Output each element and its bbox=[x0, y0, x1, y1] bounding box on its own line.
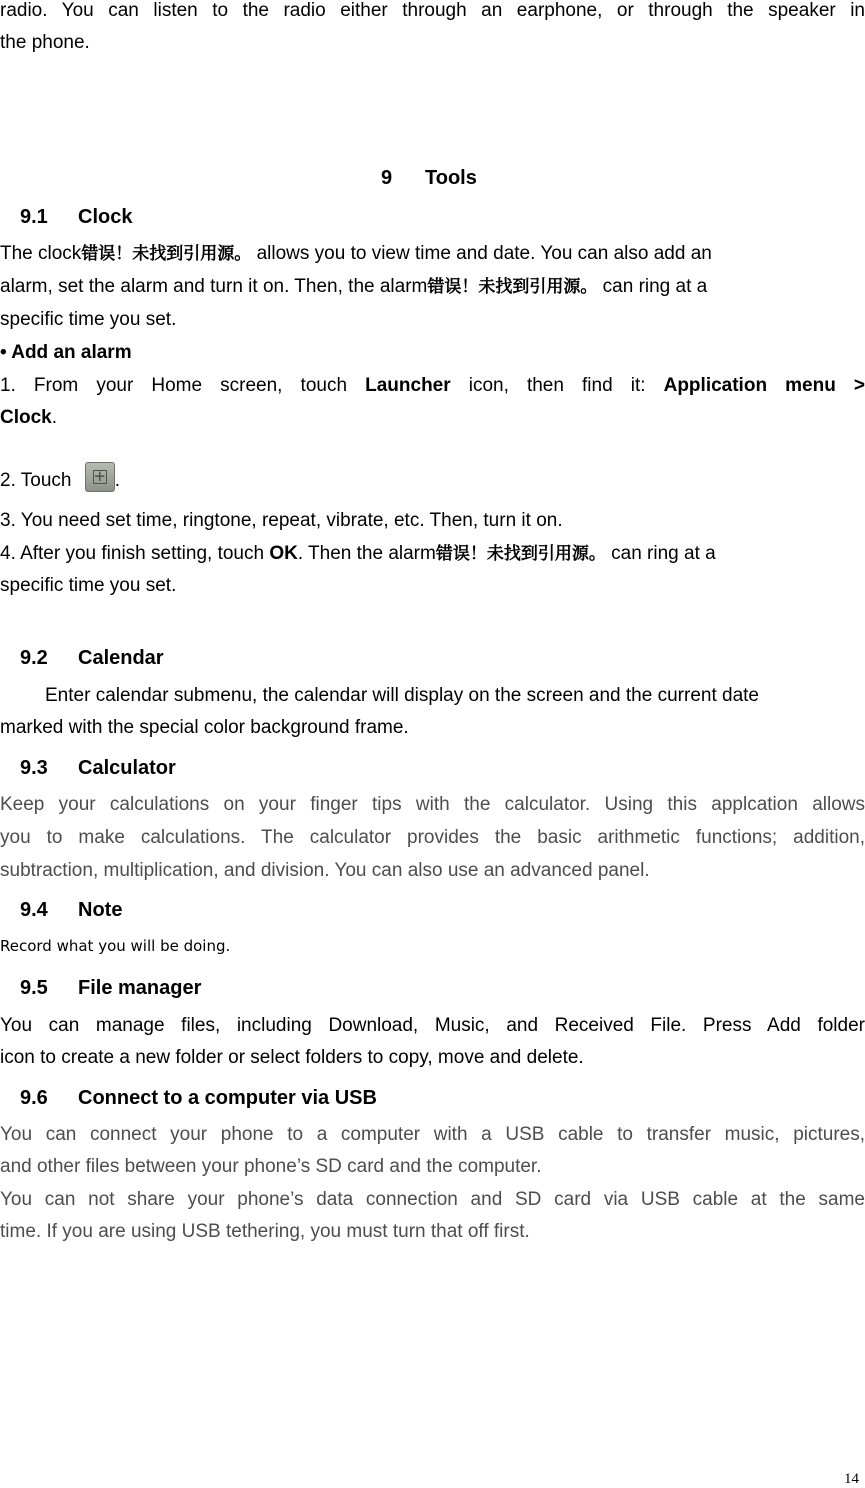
text: 4. After you finish setting, touch bbox=[0, 543, 270, 564]
clock-label: Clock bbox=[0, 407, 52, 428]
clock-paragraph-line-1 bbox=[0, 243, 712, 265]
text: alarm, set the alarm and turn it on. Then, the alarm bbox=[0, 276, 428, 297]
section-title: Connect to a computer via USB bbox=[78, 1087, 377, 1109]
calendar-line-1: Enter calendar submenu, the calendar will display on the screen and the current date bbox=[45, 685, 759, 706]
section-heading-usb bbox=[20, 1087, 377, 1109]
section-title: Note bbox=[78, 899, 123, 921]
section-heading-clock bbox=[20, 206, 132, 228]
error-reference: 错误！未找到引用源。 bbox=[81, 244, 252, 264]
usb-line-4: time. If you are using USB tethering, you must turn that off first. bbox=[0, 1221, 530, 1242]
usb-line-3: You can not share your phone’s data connection and SD card via USB cable at the same bbox=[0, 1189, 865, 1210]
usb-line-1: You can connect your phone to a computer with a USB cable to transfer music, pictures, bbox=[0, 1124, 865, 1145]
note-line-1: Record what you will be doing. bbox=[0, 937, 231, 955]
clock-paragraph-line-2 bbox=[0, 276, 707, 298]
section-number: 9.2 bbox=[20, 647, 48, 669]
text: . bbox=[51, 407, 58, 428]
section-number: 9.3 bbox=[20, 757, 48, 779]
step-4-line-1 bbox=[0, 543, 716, 565]
calculator-line-3: subtraction, multiplication, and division. You can also use an advanced panel. bbox=[0, 860, 650, 881]
step-4-line-2: specific time you set. bbox=[0, 575, 177, 596]
calendar-line-2: marked with the special color background frame. bbox=[0, 717, 409, 738]
intro-line-2: the phone. bbox=[0, 32, 90, 53]
usb-line-2: and other files between your phone’s SD card and the computer. bbox=[0, 1156, 542, 1177]
file-manager-line-2: icon to create a new folder or select folders to copy, move and delete. bbox=[0, 1047, 584, 1068]
add-alarm-heading: • Add an alarm bbox=[0, 342, 132, 363]
text: 2. Touch bbox=[0, 470, 77, 491]
page-number: 14 bbox=[844, 1471, 859, 1487]
section-heading-calculator bbox=[20, 757, 176, 779]
launcher-label: Launcher bbox=[365, 375, 451, 396]
text: 1. From your Home screen, touch bbox=[0, 375, 366, 396]
section-heading-calendar bbox=[20, 647, 164, 669]
file-manager-line-1: You can manage files, including Download, Music, and Received File. Press Add folder bbox=[0, 1015, 865, 1036]
chapter-heading bbox=[381, 167, 477, 189]
section-number: 9.1 bbox=[20, 206, 48, 228]
calculator-line-2: you to make calculations. The calculator provides the basic arithmetic functions; addition, bbox=[0, 827, 865, 848]
text: The clock bbox=[0, 243, 82, 264]
intro-line-1: radio. You can listen to the radio either through an earphone, or through the speaker in bbox=[0, 0, 865, 21]
text: allows you to view time and date. You can also add an bbox=[251, 243, 712, 264]
application-menu-label: Application menu > bbox=[663, 375, 865, 396]
section-number: 9.6 bbox=[20, 1087, 48, 1109]
chapter-number: 9 bbox=[381, 167, 393, 189]
section-title: Clock bbox=[78, 206, 133, 228]
section-title: Calculator bbox=[78, 757, 176, 779]
text: can ring at a bbox=[605, 543, 716, 564]
step-2 bbox=[0, 462, 120, 492]
step-3: 3. You need set time, ringtone, repeat, vibrate, etc. Then, turn it on. bbox=[0, 510, 563, 531]
text: . bbox=[114, 470, 121, 491]
text: icon, then find it: bbox=[450, 375, 664, 396]
text: . Then the alarm bbox=[297, 543, 436, 564]
error-reference: 错误！未找到引用源。 bbox=[427, 277, 598, 297]
text: can ring at a bbox=[597, 276, 708, 297]
step-1-line-2 bbox=[0, 407, 57, 429]
add-alarm-icon bbox=[85, 462, 115, 492]
section-heading-file-manager bbox=[20, 977, 201, 999]
chapter-title: Tools bbox=[425, 167, 477, 189]
section-number: 9.5 bbox=[20, 977, 48, 999]
error-reference: 错误！未找到引用源。 bbox=[435, 544, 606, 564]
step-1-line-1 bbox=[0, 375, 865, 397]
section-number: 9.4 bbox=[20, 899, 48, 921]
section-heading-note bbox=[20, 899, 122, 921]
section-title: File manager bbox=[78, 977, 202, 999]
ok-label: OK bbox=[269, 543, 298, 564]
section-title: Calendar bbox=[78, 647, 164, 669]
clock-paragraph-line-3: specific time you set. bbox=[0, 309, 177, 330]
calculator-line-1: Keep your calculations on your finger tips with the calculator. Using this applcation allows bbox=[0, 794, 865, 815]
